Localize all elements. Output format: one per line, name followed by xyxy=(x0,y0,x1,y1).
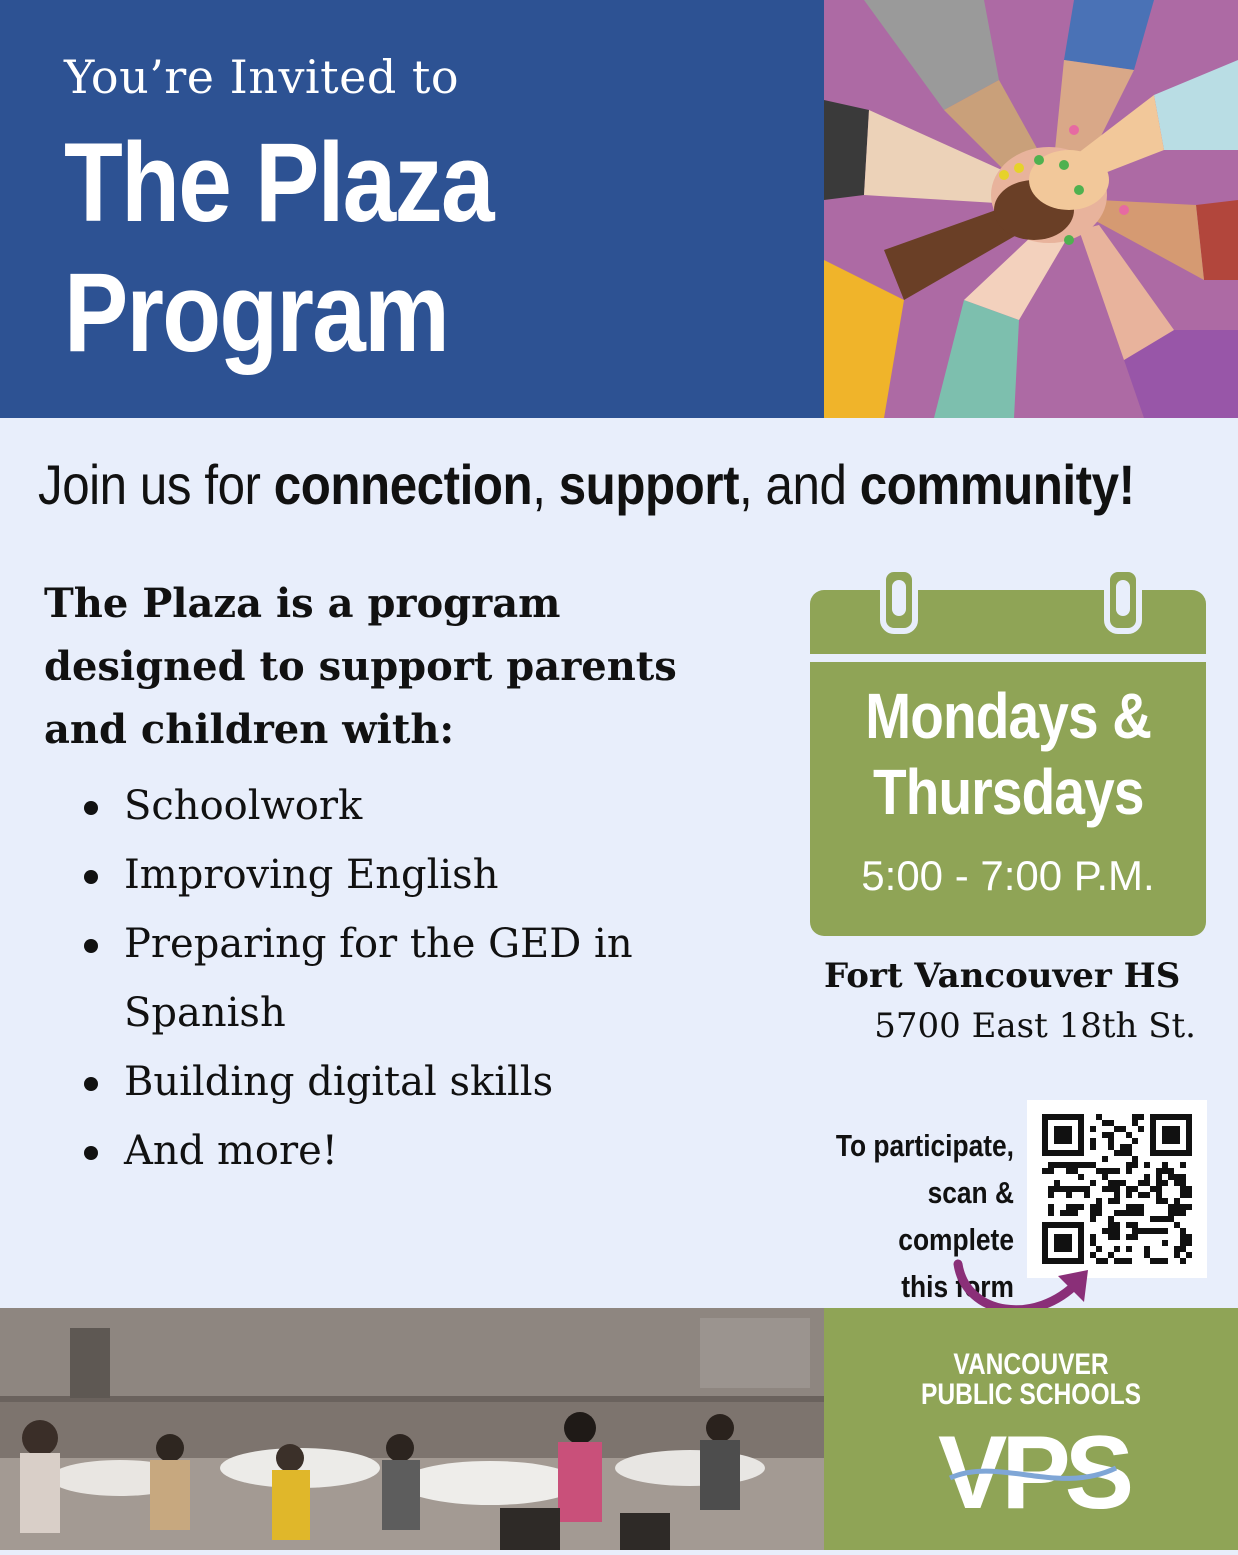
days-line-1: Mondays & xyxy=(865,680,1151,752)
tagline-prefix: Join us for xyxy=(38,453,274,516)
tagline-word-community: community! xyxy=(859,453,1135,516)
list-item: Improving English xyxy=(80,841,720,910)
header-banner xyxy=(0,0,824,418)
event-photo xyxy=(0,1308,824,1550)
description-line-3: and children with: xyxy=(44,706,455,753)
tagline-word-support: support xyxy=(558,453,740,516)
support-list xyxy=(80,772,720,1186)
title-line-2: Program xyxy=(64,250,449,375)
meeting-hours: 5:00 - 7:00 P.M. xyxy=(861,852,1155,899)
days-line-2: Thursdays xyxy=(872,756,1144,828)
cta-line-1: To participate, xyxy=(835,1128,1014,1163)
brand-line-1: VANCOUVER xyxy=(953,1348,1109,1381)
vps-logo-icon xyxy=(937,1415,1129,1531)
title-line-1: The Plaza xyxy=(64,120,493,245)
invite-text: You’re Invited to xyxy=(64,50,460,104)
qr-code-graphic xyxy=(1027,1100,1207,1278)
vps-brand-panel xyxy=(824,1308,1238,1550)
description-line-2: designed to support parents xyxy=(44,643,677,690)
school-address: 5700 East 18th St. xyxy=(874,1006,1196,1046)
list-item: Schoolwork xyxy=(80,772,720,841)
hands-illustration xyxy=(824,0,1238,418)
brand-line-2: PUBLIC SCHOOLS xyxy=(920,1378,1142,1411)
hands-together-icon xyxy=(824,0,1238,418)
list-item: Building digital skills xyxy=(80,1048,720,1117)
meeting-days xyxy=(810,678,1206,830)
calendar-icon xyxy=(810,590,1206,936)
tagline-word-connection: connection xyxy=(273,453,533,516)
tagline xyxy=(38,452,1182,517)
vps-logo-text: VPS xyxy=(937,1415,1129,1531)
calendar-ring-right xyxy=(1104,566,1142,634)
cafeteria-photo-graphic xyxy=(0,1308,824,1550)
tagline-sep-1: , xyxy=(532,453,559,516)
calendar-ring-left xyxy=(880,566,918,634)
cta-line-2: scan & complete xyxy=(898,1175,1014,1257)
list-item: And more! xyxy=(80,1117,720,1186)
qr-code-icon[interactable] xyxy=(1027,1100,1207,1278)
cta-line-3: this form xyxy=(901,1269,1014,1304)
list-item: Preparing for the GED in Spanish xyxy=(80,910,720,1048)
program-description xyxy=(44,572,744,761)
program-title xyxy=(64,118,493,378)
school-name: Fort Vancouver HS xyxy=(824,956,1181,996)
calendar-header xyxy=(810,590,1206,654)
description-line-1: The Plaza is a program xyxy=(44,580,561,627)
tagline-sep-2: , and xyxy=(739,453,860,516)
